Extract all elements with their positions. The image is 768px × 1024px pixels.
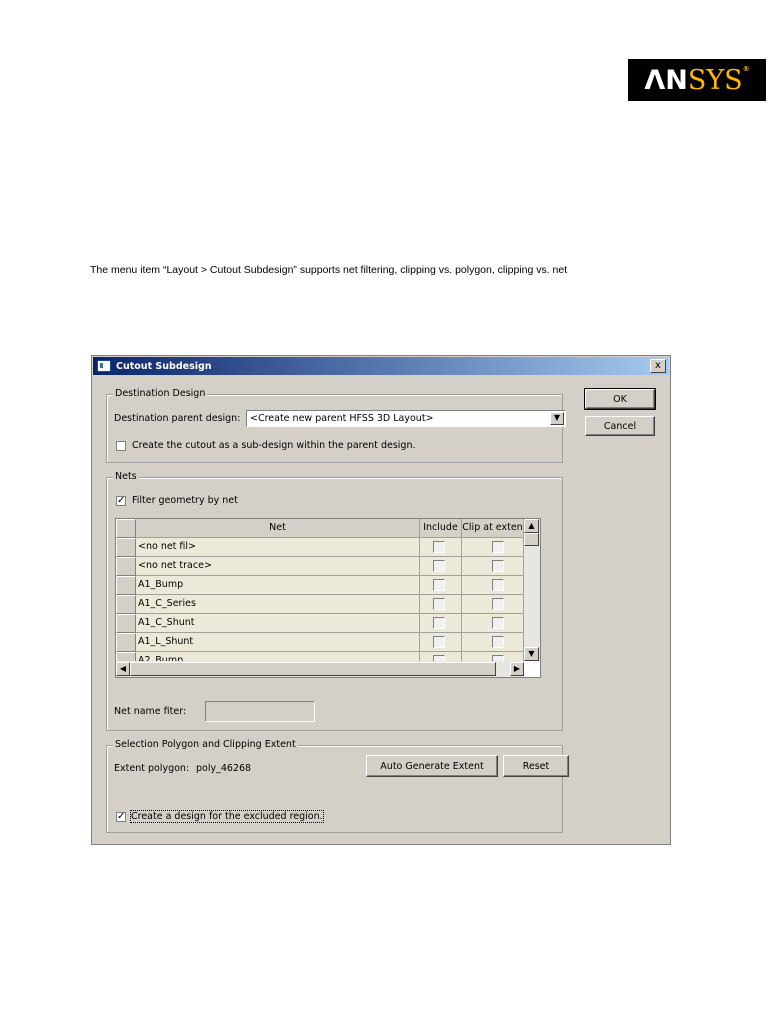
filter-by-net-checkbox[interactable]: ✓ bbox=[117, 495, 126, 506]
scroll-up-icon[interactable]: ▲ bbox=[524, 519, 539, 533]
row-header[interactable] bbox=[116, 576, 136, 595]
include-cell bbox=[420, 557, 462, 576]
include-cell bbox=[420, 614, 462, 633]
destination-legend: Destination Design bbox=[115, 388, 206, 399]
net-name-cell: <no net fil> bbox=[136, 538, 420, 557]
nets-legend: Nets bbox=[115, 471, 137, 482]
clip-checkbox[interactable] bbox=[492, 579, 504, 591]
include-checkbox[interactable] bbox=[433, 617, 445, 629]
include-cell bbox=[420, 595, 462, 614]
table-row[interactable] bbox=[116, 576, 521, 595]
net-name-cell: A1_Bump bbox=[136, 576, 420, 595]
logo-brand-b: SYS bbox=[687, 64, 743, 96]
horizontal-scroll-thumb[interactable] bbox=[130, 662, 496, 676]
scroll-right-icon[interactable]: ▶ bbox=[510, 662, 524, 676]
horizontal-scrollbar[interactable] bbox=[116, 661, 524, 677]
table-row[interactable] bbox=[116, 633, 521, 652]
clip-checkbox[interactable] bbox=[492, 598, 504, 610]
ok-button[interactable]: OK bbox=[585, 389, 655, 409]
row-header[interactable] bbox=[116, 538, 136, 557]
row-header[interactable] bbox=[116, 595, 136, 614]
table-row[interactable] bbox=[116, 614, 521, 633]
table-row[interactable] bbox=[116, 538, 521, 557]
selection-legend: Selection Polygon and Clipping Extent bbox=[115, 739, 296, 750]
intro-text: The menu item “Layout > Cutout Subdesign” supports net filtering, clipping vs. polygon, clipping vs. net bbox=[90, 264, 568, 276]
auto-generate-extent-button[interactable]: Auto Generate Extent bbox=[366, 755, 498, 777]
include-checkbox[interactable] bbox=[433, 541, 445, 553]
clip-checkbox[interactable] bbox=[492, 617, 504, 629]
table-header-row bbox=[116, 519, 521, 538]
vertical-scrollbar[interactable] bbox=[524, 519, 540, 661]
logo-reg-mark: ® bbox=[742, 64, 750, 73]
window-icon bbox=[97, 360, 111, 372]
destination-design-group bbox=[106, 388, 563, 463]
row-header[interactable] bbox=[116, 633, 136, 652]
clip-cell bbox=[462, 557, 524, 576]
subdesign-label: Create the cutout as a sub-design within the parent design. bbox=[132, 440, 416, 451]
clip-cell bbox=[462, 576, 524, 595]
table-row[interactable] bbox=[116, 595, 521, 614]
include-checkbox[interactable] bbox=[433, 560, 445, 572]
clip-cell bbox=[462, 633, 524, 652]
column-header-clip[interactable]: Clip at exten bbox=[462, 519, 524, 538]
include-checkbox[interactable] bbox=[433, 598, 445, 610]
clip-cell bbox=[462, 595, 524, 614]
net-name-cell: A1_C_Shunt bbox=[136, 614, 420, 633]
destination-parent-select[interactable] bbox=[246, 410, 566, 427]
column-header-include[interactable]: Include bbox=[420, 519, 462, 538]
table-row[interactable] bbox=[116, 557, 521, 576]
include-cell bbox=[420, 538, 462, 557]
vertical-scroll-thumb[interactable] bbox=[524, 533, 539, 546]
clip-cell bbox=[462, 614, 524, 633]
row-header[interactable] bbox=[116, 557, 136, 576]
corner-header bbox=[116, 519, 136, 538]
excluded-region-checkbox[interactable]: ✓ bbox=[117, 811, 126, 822]
extent-polygon-label: Extent polygon: bbox=[114, 763, 190, 774]
destination-parent-label: Destination parent design: bbox=[114, 413, 241, 424]
extent-polygon-value: poly_46268 bbox=[196, 763, 252, 774]
include-cell bbox=[420, 633, 462, 652]
scroll-down-icon[interactable]: ▼ bbox=[524, 647, 539, 661]
logo-brand-a: ΛN bbox=[644, 64, 688, 96]
subdesign-checkbox[interactable] bbox=[116, 441, 126, 451]
reset-button[interactable]: Reset bbox=[503, 755, 569, 777]
cutout-subdesign-dialog bbox=[91, 355, 671, 845]
clip-checkbox[interactable] bbox=[492, 560, 504, 572]
net-name-cell: A1_C_Series bbox=[136, 595, 420, 614]
excluded-region-label: Create a design for the excluded region. bbox=[131, 811, 323, 822]
dialog-title: Cutout Subdesign bbox=[116, 360, 212, 372]
clip-checkbox[interactable] bbox=[492, 636, 504, 648]
row-header[interactable] bbox=[116, 614, 136, 633]
net-name-cell: A1_L_Shunt bbox=[136, 633, 420, 652]
column-header-net[interactable]: Net bbox=[136, 519, 420, 538]
title-bar[interactable] bbox=[93, 357, 669, 375]
cancel-button[interactable]: Cancel bbox=[585, 416, 655, 436]
clip-checkbox[interactable] bbox=[492, 541, 504, 553]
net-name-filter-input[interactable] bbox=[205, 701, 315, 722]
chevron-down-icon[interactable]: ▼ bbox=[550, 412, 564, 425]
filter-by-net-label: Filter geometry by net bbox=[132, 495, 238, 506]
net-name-cell: <no net trace> bbox=[136, 557, 420, 576]
destination-parent-value: <Create new parent HFSS 3D Layout> bbox=[250, 413, 434, 424]
nets-table bbox=[115, 518, 541, 678]
close-button[interactable]: x bbox=[650, 359, 666, 373]
include-cell bbox=[420, 576, 462, 595]
clip-cell bbox=[462, 538, 524, 557]
ansys-logo bbox=[628, 59, 766, 101]
net-name-filter-label: Net name fiter: bbox=[114, 706, 187, 717]
scroll-left-icon[interactable]: ◀ bbox=[116, 662, 130, 676]
include-checkbox[interactable] bbox=[433, 579, 445, 591]
include-checkbox[interactable] bbox=[433, 636, 445, 648]
